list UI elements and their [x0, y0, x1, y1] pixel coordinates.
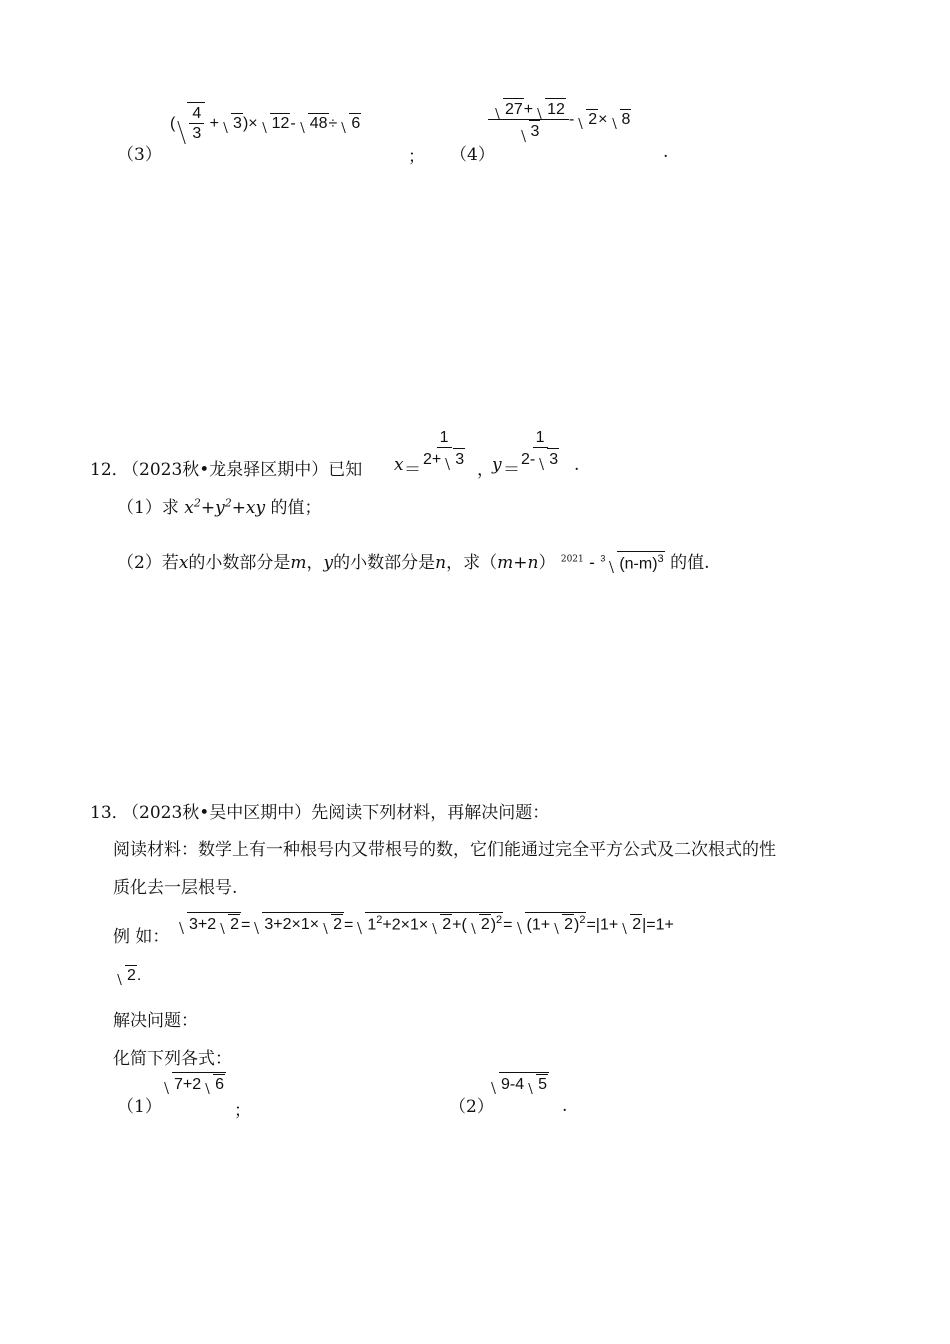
problem-4-label: （4） — [450, 145, 495, 165]
q12-part2-x: x — [178, 553, 189, 573]
q13-material-line-1: 阅读材料：数学上有一种根号内又带根号的数，它们能通过完全平方公式及二次根式的性 — [113, 840, 776, 860]
q12-part2-text-a: （2）若 — [117, 553, 179, 573]
problem-3-label: （3） — [117, 145, 162, 165]
q13-material-line-2: 质化去一层根号. — [113, 878, 238, 898]
q12-part1-prefix: （1）求 — [117, 498, 179, 518]
q12-part1-suffix: 的值； — [270, 498, 322, 518]
q12-x-eq: ＝ — [404, 460, 421, 480]
question-13-source: （2023秋•吴中区期中）先阅读下列材料，再解决问题： — [122, 803, 550, 823]
q13-example-label: 例 如： — [113, 927, 170, 947]
q13-part1-label: （1） — [117, 1097, 162, 1117]
q13-part2-label: （2） — [449, 1097, 494, 1117]
problem-4-expression: $\frac{27+ 12}{3}$ - 2× 8 — [488, 98, 631, 141]
question-13-number: 13． — [90, 803, 129, 823]
q12-part-2 — [117, 548, 709, 573]
question-12-source: （2023秋•龙泉驿区期中）已知 — [122, 460, 363, 480]
q12-x-fraction: $\frac{1}{2+ 3}$ — [423, 429, 465, 469]
q13-simplify-heading: 化简下列各式： — [113, 1049, 232, 1069]
q12-part-1 — [117, 493, 322, 518]
q13-part1-expression: 7+2 6 — [160, 1072, 226, 1094]
q13-example-continuation: 2. — [113, 965, 141, 985]
q12-part2-text-e: ，求（ — [446, 553, 498, 573]
q12-part2-cube-root: $^3$ $(n-m)^3$ — [600, 552, 664, 572]
q12-part2-text-b: 的小数部分是 — [188, 553, 291, 573]
q12-part2-end: 的值. — [670, 553, 710, 573]
problem-3-semicolon: ； — [408, 147, 425, 167]
problem-4-period: . — [663, 142, 669, 162]
q13-part2-expression: 9-4 5 — [487, 1072, 549, 1094]
q12-y-eq: ＝ — [503, 460, 520, 480]
q13-solve-heading: 解决问题： — [113, 1011, 198, 1031]
q12-part2-mn: m+n — [497, 553, 539, 573]
q12-part2-m: m — [290, 553, 307, 573]
q13-part1-semicolon: ； — [234, 1101, 251, 1121]
question-12-number: 12． — [90, 460, 129, 480]
q12-y-fraction: $\frac{1}{2- 3}$ — [521, 429, 559, 469]
q13-example-expression: 3+2 $2 = 3+2\times 1\times 2 = 1^2+2\times 1\times 2+$( $2)^2= (1+ 2)^2=|1+ 2|=1+$ — [175, 912, 674, 934]
q12-part2-minus: - — [589, 553, 595, 573]
q12-part2-n: n — [435, 553, 447, 573]
q12-period: . — [574, 455, 580, 475]
q12-part2-text-f: ） — [538, 553, 556, 573]
q12-part2-y: y — [323, 553, 334, 573]
q12-part1-expression: $x^2+y^2+xy$ — [184, 496, 266, 518]
q12-comma: ， — [477, 460, 494, 480]
q12-y-var: y — [492, 455, 502, 475]
q12-part2-text-d: 的小数部分是 — [333, 553, 436, 573]
q12-part2-text-c: ， — [306, 553, 324, 573]
q12-part2-exponent: 2021 — [560, 554, 584, 565]
q13-part2-period: . — [562, 1096, 568, 1116]
q12-x-var: x — [394, 455, 404, 475]
problem-3-expression: ( $\frac{4}{3}$ + 3)× 12- 48÷ 6 — [170, 102, 361, 143]
